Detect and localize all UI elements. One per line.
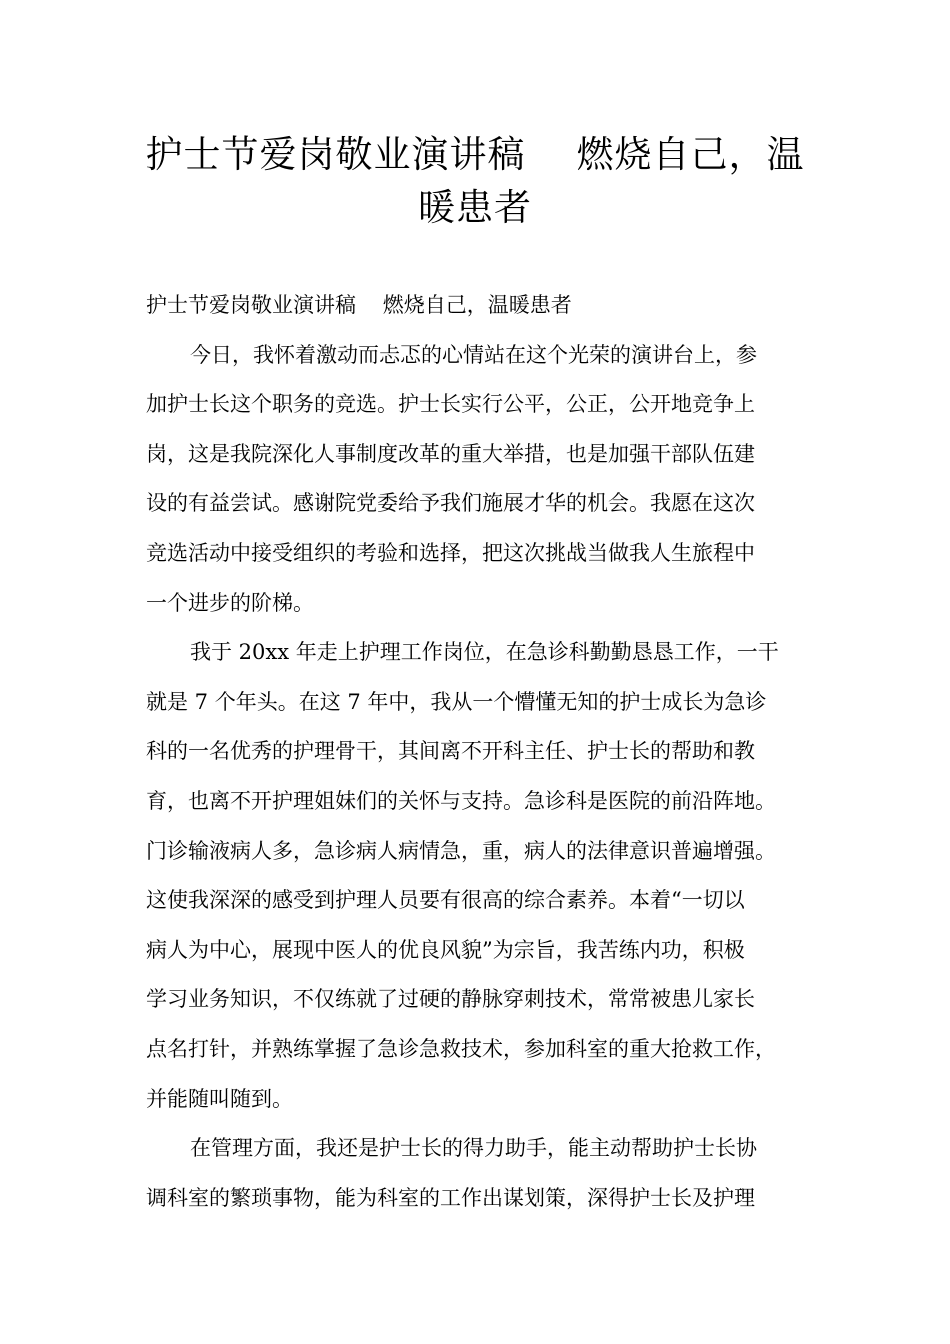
title-line: 护士节爱岗敬业演讲稿 燃烧自己，温 bbox=[145, 133, 805, 176]
paragraph bbox=[146, 281, 816, 331]
text-line: 科的一名优秀的护理骨干，其间离不开科主任、护士长的帮助和教 bbox=[146, 739, 755, 764]
text-line: 加护士长这个职务的竞选。护士长实行公平，公正，公开地竞争上 bbox=[146, 392, 755, 417]
paragraph bbox=[146, 331, 816, 629]
text-line: 护士节爱岗敬业演讲稿 燃烧自己，温暖患者 bbox=[146, 293, 572, 317]
text-line: 我于 20xx 年走上护理工作岗位，在急诊科勤勤恳恳工作，一干 bbox=[190, 640, 779, 665]
text-line: 就是 7 个年头。在这 7 年中，我从一个懵懂无知的护士成长为急诊 bbox=[146, 689, 767, 714]
text-line: 病人为中心，展现中医人的优良风貌”为宗旨，我苦练内功，积极 bbox=[146, 937, 745, 962]
text-line: 点名打针，并熟练掌握了急诊急救技术，参加科室的重大抢救工作， bbox=[146, 1036, 776, 1061]
title-line: 暖患者 bbox=[418, 186, 532, 229]
text-line: 门诊输液病人多，急诊病人病情急，重，病人的法律意识普遍增强。 bbox=[146, 838, 776, 863]
document-title bbox=[130, 128, 820, 234]
paragraph bbox=[146, 628, 816, 1124]
document-body bbox=[146, 281, 816, 1223]
text-line: 竞选活动中接受组织的考验和选择，把这次挑战当做我人生旅程中 bbox=[146, 540, 755, 565]
text-line: 岗，这是我院深化人事制度改革的重大举措，也是加强干部队伍建 bbox=[146, 441, 755, 466]
text-line: 这使我深深的感受到护理人员要有很高的综合素养。本着“一切以 bbox=[146, 888, 745, 913]
text-line: 育，也离不开护理姐妹们的关怀与支持。急诊科是医院的前沿阵地。 bbox=[146, 788, 776, 813]
text-line: 在管理方面，我还是护士长的得力助手，能主动帮助护士长协 bbox=[190, 1136, 757, 1161]
text-line: 学习业务知识，不仅练就了过硬的静脉穿刺技术，常常被患儿家长 bbox=[146, 987, 755, 1012]
text-line: 今日，我怀着激动而忐忑的心情站在这个光荣的演讲台上，参 bbox=[190, 342, 757, 367]
text-line: 调科室的繁琐事物，能为科室的工作出谋划策，深得护士长及护理 bbox=[146, 1185, 755, 1210]
paragraph bbox=[146, 1124, 816, 1223]
text-line: 并能随叫随到。 bbox=[146, 1086, 293, 1111]
text-line: 设的有益尝试。感谢院党委给予我们施展才华的机会。我愿在这次 bbox=[146, 491, 755, 516]
text-line: 一个进步的阶梯。 bbox=[146, 590, 314, 615]
